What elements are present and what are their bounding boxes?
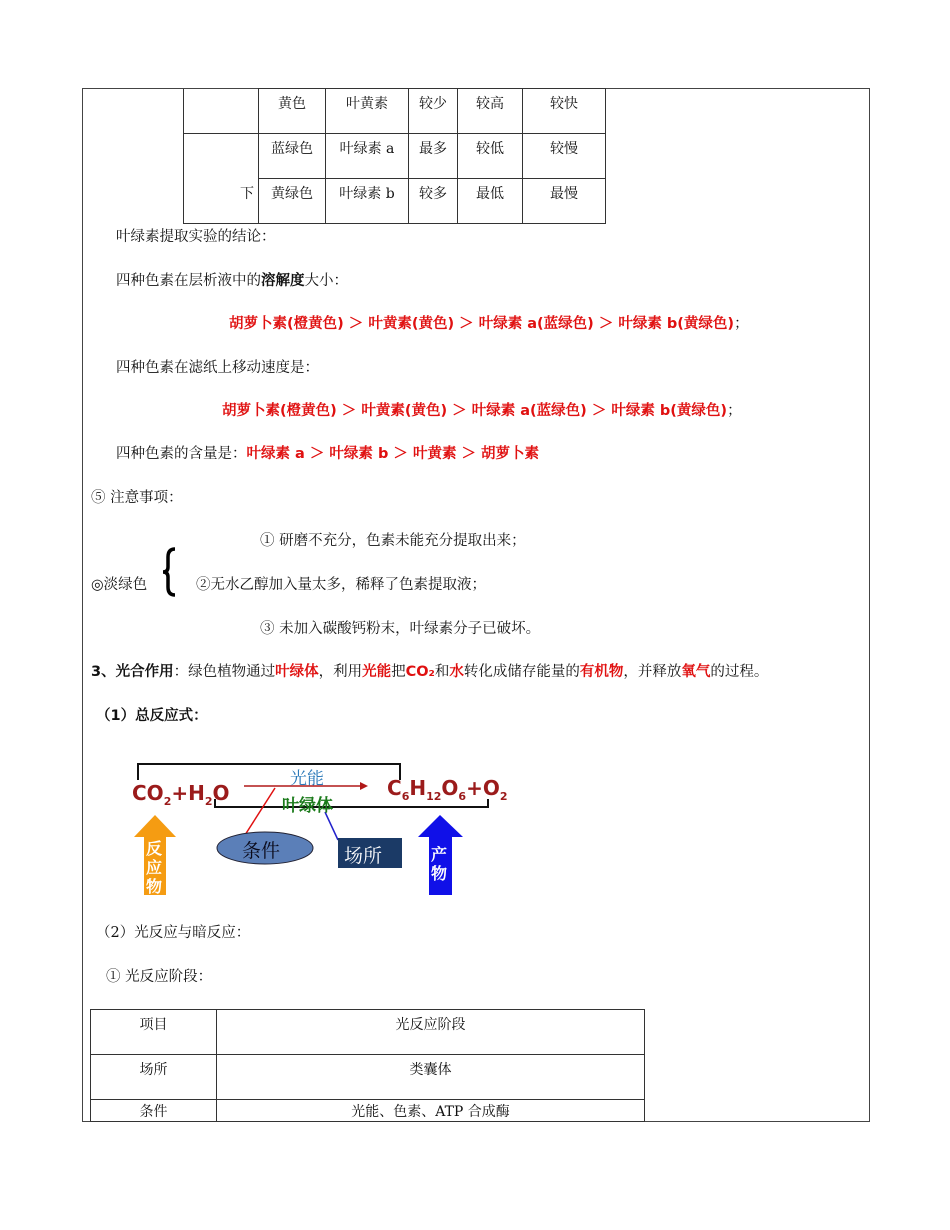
pigment-content: 较少 bbox=[419, 96, 447, 112]
pigment-solubility: 最低 bbox=[476, 186, 504, 202]
notes-title: ⑤ 注意事项： bbox=[91, 490, 183, 506]
light-reaction-table bbox=[90, 1009, 645, 1122]
pigment-content: 最多 bbox=[419, 141, 447, 157]
pigment-color: 黄绿色 bbox=[271, 186, 313, 202]
pigment-speed: 最慢 bbox=[550, 186, 578, 202]
condition-label: 条件 bbox=[242, 840, 281, 862]
pigment-color: 黄色 bbox=[278, 96, 306, 112]
table-cell: 光反应阶段 bbox=[395, 1017, 466, 1033]
light-dark-title: （2）光反应与暗反应： bbox=[96, 925, 251, 941]
table-row bbox=[184, 89, 606, 134]
pigment-name: 叶绿素 b bbox=[339, 186, 395, 202]
reactant-arrow-label: 反应物 bbox=[146, 839, 163, 896]
pigment-content: 较多 bbox=[419, 186, 447, 202]
pigment-color: 蓝绿色 bbox=[271, 141, 313, 157]
pigment-name: 叶绿素 a bbox=[339, 141, 395, 157]
speed-label: 四种色素在滤纸上移动速度是： bbox=[116, 360, 319, 376]
pigment-table bbox=[183, 88, 606, 224]
note-item: ③ 未加入碳酸钙粉末，叶绿素分子已破坏。 bbox=[260, 621, 541, 637]
light-stage-title: ① 光反应阶段： bbox=[106, 969, 213, 985]
table-cell: 光能、色素、ATP 合成酶 bbox=[351, 1104, 510, 1120]
table-row bbox=[184, 134, 606, 179]
pigment-group: 下 bbox=[240, 185, 254, 202]
solubility-line: 四种色素在层析液中的溶解度大小： bbox=[116, 273, 348, 289]
table-row bbox=[91, 1010, 645, 1055]
table-row bbox=[91, 1055, 645, 1100]
chloroplast-label: 叶绿体 bbox=[282, 796, 333, 816]
pigment-solubility: 较低 bbox=[476, 141, 504, 157]
pigment-name: 叶黄素 bbox=[346, 96, 388, 112]
reaction-diagram bbox=[120, 755, 520, 905]
table-row bbox=[91, 1100, 645, 1122]
table-cell: 条件 bbox=[139, 1104, 168, 1120]
solubility-order: 胡萝卜素(橙黄色) ＞ 叶黄素(黄色) ＞ 叶绿素 a(蓝绿色) ＞ 叶绿素 b(黄绿色)； bbox=[229, 316, 749, 332]
light-green-label: ◎淡绿色 bbox=[91, 577, 148, 593]
photosynthesis-definition: 3、光合作用：绿色植物通过叶绿体，利用光能把CO₂和水转化成储存能量的有机物，并释放氧气的过程。 bbox=[91, 664, 769, 680]
place-label: 场所 bbox=[344, 845, 383, 867]
table-cell: 场所 bbox=[139, 1062, 168, 1078]
reactants-formula: $CO_2+H_2O$ bbox=[132, 781, 230, 808]
note-item: ②无水乙醇加入量太多，稀释了色素提取液； bbox=[196, 577, 486, 593]
table-cell: 项目 bbox=[139, 1017, 168, 1033]
pigment-speed: 较快 bbox=[550, 96, 578, 112]
table-cell: 类囊体 bbox=[409, 1062, 452, 1078]
conclusion-title: 叶绿素提取实验的结论： bbox=[116, 229, 276, 245]
product-arrow-label: 产物 bbox=[431, 845, 448, 883]
note-item: ① 研磨不充分，色素未能充分提取出来； bbox=[260, 533, 526, 549]
pigment-solubility: 较高 bbox=[476, 96, 504, 112]
table-row bbox=[184, 179, 606, 224]
solubility-term: 溶解度 bbox=[261, 273, 305, 289]
speed-order: 胡萝卜素(橙黄色) ＞ 叶黄素(黄色) ＞ 叶绿素 a(蓝绿色) ＞ 叶绿素 b(黄绿色)； bbox=[222, 403, 742, 419]
content-order: 叶绿素 a ＞ 叶绿素 b ＞ 叶黄素 ＞ 胡萝卜素 bbox=[246, 446, 540, 462]
pigment-speed: 较慢 bbox=[550, 141, 578, 157]
total-reaction-title: （1）总反应式： bbox=[96, 708, 208, 724]
products-formula: $C_6H_{12}O_6+O_2$ bbox=[387, 776, 508, 803]
curly-brace-icon bbox=[162, 547, 178, 601]
light-energy-label: 光能 bbox=[290, 769, 324, 789]
content-line: 四种色素的含量是：叶绿素 a ＞ 叶绿素 b ＞ 叶黄素 ＞ 胡萝卜素 bbox=[116, 446, 540, 462]
